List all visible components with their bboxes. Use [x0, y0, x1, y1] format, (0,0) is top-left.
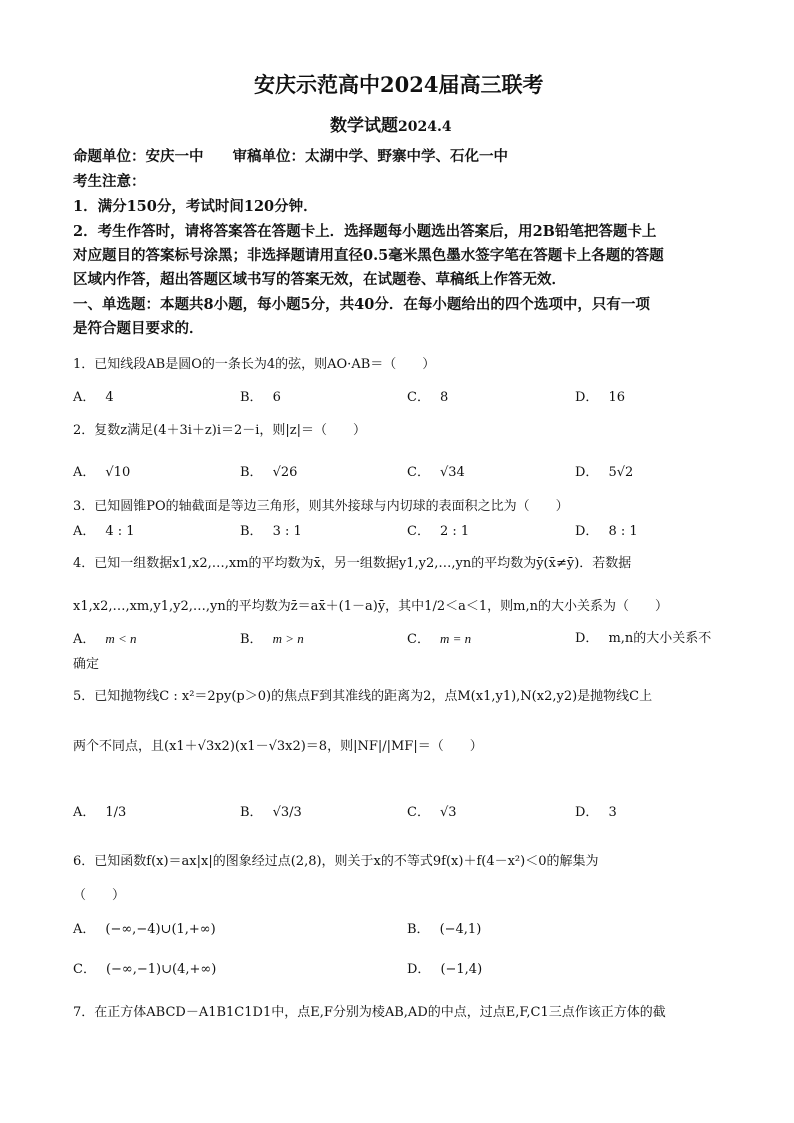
option-text: √3: [439, 805, 457, 820]
question-2-option-c: [407, 466, 465, 479]
question-5-option-b: [240, 806, 302, 819]
question-6-option-a: [73, 923, 216, 936]
option-label: B．: [240, 632, 263, 647]
option-text: m < n: [105, 631, 137, 646]
option-label: A．: [73, 465, 96, 480]
option-text: m > n: [272, 631, 304, 646]
option-label: B．: [240, 465, 263, 480]
option-text: √34: [439, 465, 465, 480]
question-4-option-a: [73, 632, 137, 646]
option-text: 8 : 1: [608, 524, 638, 539]
option-label: D．: [575, 631, 599, 646]
question-4-option-b: [240, 632, 304, 646]
question-4-option-d: [575, 632, 711, 645]
question-1-option-a: [73, 391, 114, 404]
option-text: m,n的大小关系不: [608, 631, 712, 646]
option-text: (−1,4): [440, 962, 483, 977]
option-label: C．: [73, 962, 96, 977]
option-label: B．: [407, 922, 430, 937]
option-text: 3 : 1: [272, 524, 302, 539]
question-2-stem: 2．复数z满足(4＋3i＋z)i＝2－i，则|z|＝（ ）: [73, 423, 367, 438]
option-text: √10: [105, 465, 131, 480]
option-label: D．: [575, 390, 599, 405]
notice-1: 1．满分150分，考试时间120分钟．: [73, 198, 318, 215]
exam-subtitle: [330, 118, 452, 135]
option-label: B．: [240, 805, 263, 820]
option-label: B．: [240, 390, 263, 405]
question-5-option-a: [73, 806, 126, 819]
option-label: D．: [407, 962, 431, 977]
question-4-stem-line-1: 4．已知一组数据x1,x2,…,xm的平均数为x̄，另一组数据y1,y2,…,yn的平均数为ȳ(x̄≠ȳ)．若数据: [73, 556, 632, 571]
question-3-option-c: [407, 525, 469, 538]
option-label: C．: [407, 632, 430, 647]
question-6-stem-line-1: 6．已知函数f(x)＝ax|x|的图象经过点(2,8)，则关于x的不等式9f(x)＋f(4－x²)＜0的解集为: [73, 854, 599, 869]
option-text: m = n: [439, 631, 472, 646]
question-1-option-c: [407, 391, 448, 404]
subtitle-text: 数学试题: [330, 116, 398, 136]
option-label: C．: [407, 805, 430, 820]
question-5-stem-line-2: 两个不同点，且(x1＋√3x2)(x1－√3x2)＝8，则|NF|/|MF|＝（ ）: [73, 739, 483, 754]
exam-title: 安庆示范高中2024届高三联考: [254, 72, 544, 97]
option-label: D．: [575, 465, 599, 480]
option-label: B．: [240, 524, 263, 539]
option-text: 4: [105, 390, 114, 405]
option-text: 2 : 1: [439, 524, 470, 539]
notice-title: 考生注意：: [73, 173, 146, 190]
question-1-option-d: [575, 391, 625, 404]
option-text: 1/3: [105, 805, 127, 820]
option-label: A．: [73, 922, 96, 937]
option-text: √26: [272, 465, 298, 480]
option-text: (−∞,−4)∪(1,+∞): [105, 922, 216, 937]
question-1-option-b: [240, 391, 281, 404]
notice-2-line-1: 2．考生作答时，请将答案答在答题卡上．选择题每小题选出答案后，用2B铅笔把答题卡上: [73, 223, 657, 240]
option-label: C．: [407, 465, 430, 480]
question-7-stem-line-1: 7．在正方体ABCD－A1B1C1D1中，点E,F分别为棱AB,AD的中点，过点E,F,C1三点作该正方体的截: [73, 1005, 666, 1020]
question-6-option-c: [73, 963, 216, 976]
option-label: C．: [407, 390, 430, 405]
question-4-stem-line-2: x1,x2,…,xm,y1,y2,…,yn的平均数为z̄＝ax̄＋(1－a)ȳ，其中1/2＜a＜1，则m,n的大小关系为（ ）: [73, 599, 668, 614]
option-label: A．: [73, 390, 96, 405]
question-6-option-b: [407, 923, 481, 936]
option-text: 6: [272, 390, 281, 405]
question-2-option-a: [73, 466, 130, 479]
question-5-stem-line-1: 5．已知抛物线C : x²＝2py(p＞0)的焦点F到其准线的距离为2，点M(x1,y1),N(x2,y2)是抛物线C上: [73, 689, 653, 704]
option-text: (−4,1): [439, 922, 482, 937]
question-1-stem: 1．已知线段AB是圆O的一条长为4的弦，则AO·AB＝（ ）: [73, 357, 436, 372]
question-2-option-d: [575, 466, 633, 479]
notice-2-line-2: 对应题目的答案标号涂黑；非选择题请用直径0.5毫米黑色墨水签字笔在答题卡上各题的答题: [73, 247, 664, 264]
option-text: 4 : 1: [105, 524, 135, 539]
question-3-option-b: [240, 525, 302, 538]
question-2-option-b: [240, 466, 297, 479]
option-label: A．: [73, 524, 96, 539]
option-text: (−∞,−1)∪(4,+∞): [105, 962, 217, 977]
exam-date: 2024.4: [398, 119, 452, 135]
question-5-option-d: [575, 806, 617, 819]
section-heading-line-1: 一、单选题：本题共8小题，每小题5分，共40分．在每小题给出的四个选项中，只有一项: [73, 296, 650, 313]
option-label: A．: [73, 805, 96, 820]
question-6-stem-line-2: （ ）: [73, 888, 126, 903]
question-3-option-a: [73, 525, 135, 538]
section-heading-line-2: 是符合题目要求的．: [73, 320, 204, 337]
option-text: 3: [608, 805, 617, 820]
option-text: 5√2: [608, 465, 634, 480]
question-3-stem: 3．已知圆锥PO的轴截面是等边三角形，则其外接球与内切球的表面积之比为（ ）: [73, 499, 569, 514]
question-4-option-c: [407, 632, 471, 646]
option-label: D．: [575, 524, 599, 539]
notice-2-line-3: 区域内作答，超出答题区域书写的答案无效，在试题卷、草稿纸上作答无效．: [73, 271, 566, 288]
option-text: 8: [439, 390, 449, 405]
option-text: √3/3: [272, 805, 302, 820]
question-3-option-d: [575, 525, 638, 538]
author-units: 命题单位：安庆一中 审稿单位：太湖中学、野寨中学、石化一中: [73, 148, 508, 165]
question-5-option-c: [407, 806, 457, 819]
option-text: 16: [608, 390, 625, 405]
option-label: C．: [407, 524, 430, 539]
option-label: A．: [73, 632, 96, 647]
question-4-option-d-continued: 确定: [73, 657, 100, 672]
question-6-option-d: [407, 963, 482, 976]
option-label: D．: [575, 805, 599, 820]
